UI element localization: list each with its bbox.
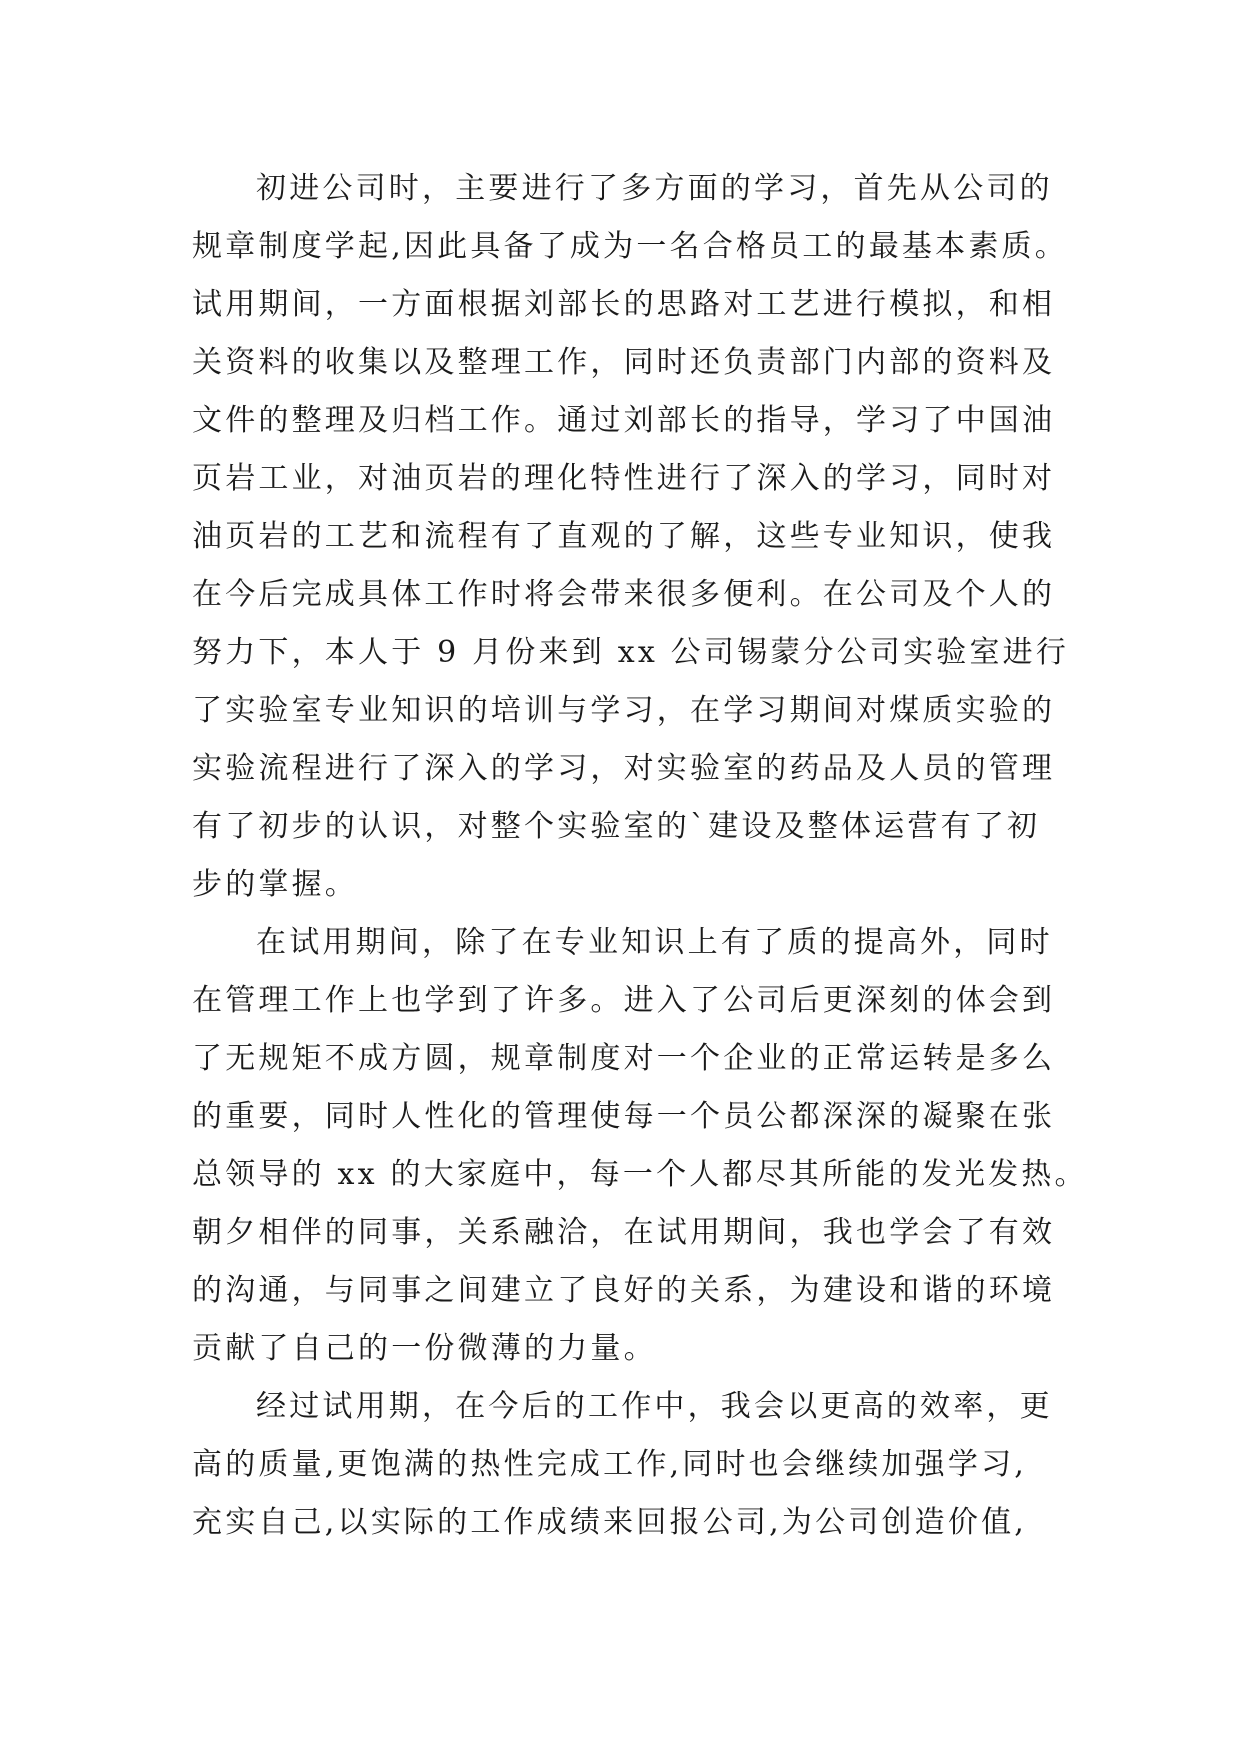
text-line: 总领导的 xx 的大家庭中，每一个人都尽其所能的发光发热。: [192, 1157, 1088, 1192]
text-line: 朝夕相伴的同事，关系融洽，在试用期间，我也学会了有效: [192, 1215, 1056, 1250]
text-line: 充实自己,以实际的工作成绩来回报公司,为公司创造价值,: [192, 1505, 1028, 1540]
text-line: 经过试用期，在今后的工作中，我会以更高的效率，更: [256, 1389, 1053, 1424]
paragraph-3: [192, 1378, 1092, 1552]
text-line: 有了初步的认识，对整个实验室的`建设及整体运营有了初: [192, 809, 1041, 844]
text-line: 的重要，同时人性化的管理使每一个员公都深深的凝聚在张: [192, 1099, 1056, 1134]
text-line: 关资料的收集以及整理工作，同时还负责部门内部的资料及: [192, 345, 1056, 380]
text-line: 初进公司时，主要进行了多方面的学习，首先从公司的: [256, 171, 1053, 206]
text-line: 在今后完成具体工作时将会带来很多便利。在公司及个人的: [192, 577, 1056, 612]
text-line: 高的质量,更饱满的热性完成工作,同时也会继续加强学习,: [192, 1447, 1028, 1482]
text-line: 试用期间，一方面根据刘部长的思路对工艺进行模拟，和相: [192, 287, 1056, 322]
text-line: 规章制度学起,因此具备了成为一名合格员工的最基本素质。: [192, 229, 1068, 264]
text-line: 了无规矩不成方圆，规章制度对一个企业的正常运转是多么: [192, 1041, 1056, 1076]
paragraph-2: [192, 914, 1092, 1378]
text-line: 文件的整理及归档工作。通过刘部长的指导，学习了中国油: [192, 403, 1056, 438]
text-line: 了实验室专业知识的培训与学习，在学习期间对煤质实验的: [192, 693, 1056, 728]
text-line: 在试用期间，除了在专业知识上有了质的提高外，同时: [256, 925, 1053, 960]
text-line: 的沟通，与同事之间建立了良好的关系，为建设和谐的环境: [192, 1273, 1056, 1308]
paragraph-1: [192, 160, 1092, 914]
text-line: 在管理工作上也学到了许多。进入了公司后更深刻的体会到: [192, 983, 1056, 1018]
text-line: 页岩工业，对油页岩的理化特性进行了深入的学习，同时对: [192, 461, 1056, 496]
text-line: 步的掌握。: [192, 867, 358, 902]
document-body: [192, 160, 1092, 1552]
text-line: 油页岩的工艺和流程有了直观的了解，这些专业知识，使我: [192, 519, 1056, 554]
text-line: 贡献了自己的一份微薄的力量。: [192, 1331, 657, 1366]
text-line: 实验流程进行了深入的学习，对实验室的药品及人员的管理: [192, 751, 1056, 786]
text-line: 努力下，本人于 9 月份来到 xx 公司锡蒙分公司实验室进行: [192, 635, 1070, 670]
